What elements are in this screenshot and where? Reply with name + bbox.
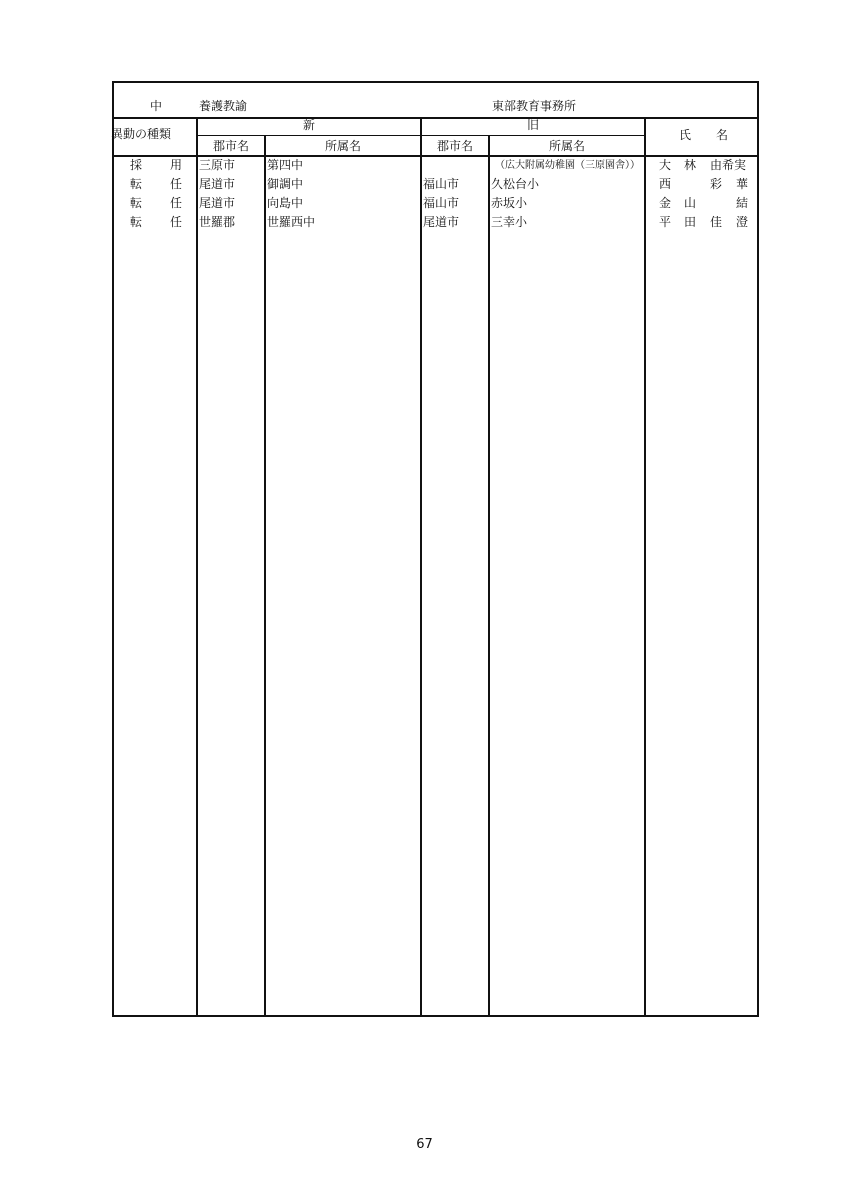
transfer-type-header: 異動の種類	[111, 127, 172, 141]
name-char: 山	[684, 196, 697, 210]
new-district-cell: 尾道市	[199, 196, 236, 210]
new-affiliation-header: 所属名	[324, 139, 361, 153]
personnel-table	[112, 81, 759, 1017]
transfer-type-char: 転	[130, 196, 143, 210]
transfer-type-char: 転	[130, 177, 143, 191]
name-char: 澄	[736, 215, 749, 229]
old-affiliation-cell: 赤坂小	[491, 196, 528, 210]
page-number: 67	[416, 1137, 433, 1152]
office-label: 東部教育事務所	[492, 99, 577, 113]
new-district-cell: 尾道市	[199, 177, 236, 191]
old-district-cell: 福山市	[423, 177, 460, 191]
transfer-type-char: 用	[170, 158, 183, 172]
new-header: 新	[302, 118, 315, 132]
new-affiliation-cell: 向島中	[267, 196, 304, 210]
new-affiliation-cell: 御調中	[267, 177, 304, 191]
col-rule-old-affiliation	[644, 117, 646, 1017]
col-rule-type	[196, 117, 198, 1017]
new-district-header: 郡市名	[212, 139, 249, 153]
name-header-surname-char: 氏	[679, 128, 692, 142]
transfer-type-char: 採	[130, 158, 143, 172]
transfer-type-char: 任	[170, 215, 183, 229]
transfer-type-char: 任	[170, 196, 183, 210]
name-char: 由希実	[710, 158, 747, 172]
old-district-cell: 福山市	[423, 196, 460, 210]
old-district-header: 郡市名	[436, 139, 473, 153]
col-rule-new-affiliation	[420, 117, 422, 1017]
new-district-cell: 三原市	[199, 158, 236, 172]
new-district-cell: 世羅郡	[199, 215, 236, 229]
col-rule-new-district	[264, 135, 266, 1017]
old-affiliation-cell: 三幸小	[491, 215, 528, 229]
name-char: 結	[736, 196, 749, 210]
old-affiliation-cell: （広大附属幼稚園（三原園舎））	[495, 160, 640, 171]
name-header-given-char: 名	[716, 128, 729, 142]
name-char: 田	[684, 215, 697, 229]
name-char: 彩	[710, 177, 723, 191]
school-type-label: 中	[150, 99, 163, 113]
name-char: 華	[736, 177, 749, 191]
old-header: 旧	[526, 118, 539, 132]
name-char: 佳	[710, 215, 723, 229]
transfer-type-char: 転	[130, 215, 143, 229]
old-affiliation-cell: 久松台小	[491, 177, 540, 191]
new-affiliation-cell: 世羅西中	[267, 215, 316, 229]
column-header-divider	[114, 155, 757, 157]
name-char: 大	[659, 158, 672, 172]
name-char: 西	[659, 177, 672, 191]
position-label: 養護教諭	[199, 99, 248, 113]
transfer-type-char: 任	[170, 177, 183, 191]
new-affiliation-cell: 第四中	[267, 158, 304, 172]
name-char: 平	[659, 215, 672, 229]
name-char: 林	[684, 158, 697, 172]
col-rule-old-district	[488, 135, 490, 1017]
name-char: 金	[659, 196, 672, 210]
old-affiliation-header: 所属名	[548, 139, 585, 153]
old-district-cell: 尾道市	[423, 215, 460, 229]
